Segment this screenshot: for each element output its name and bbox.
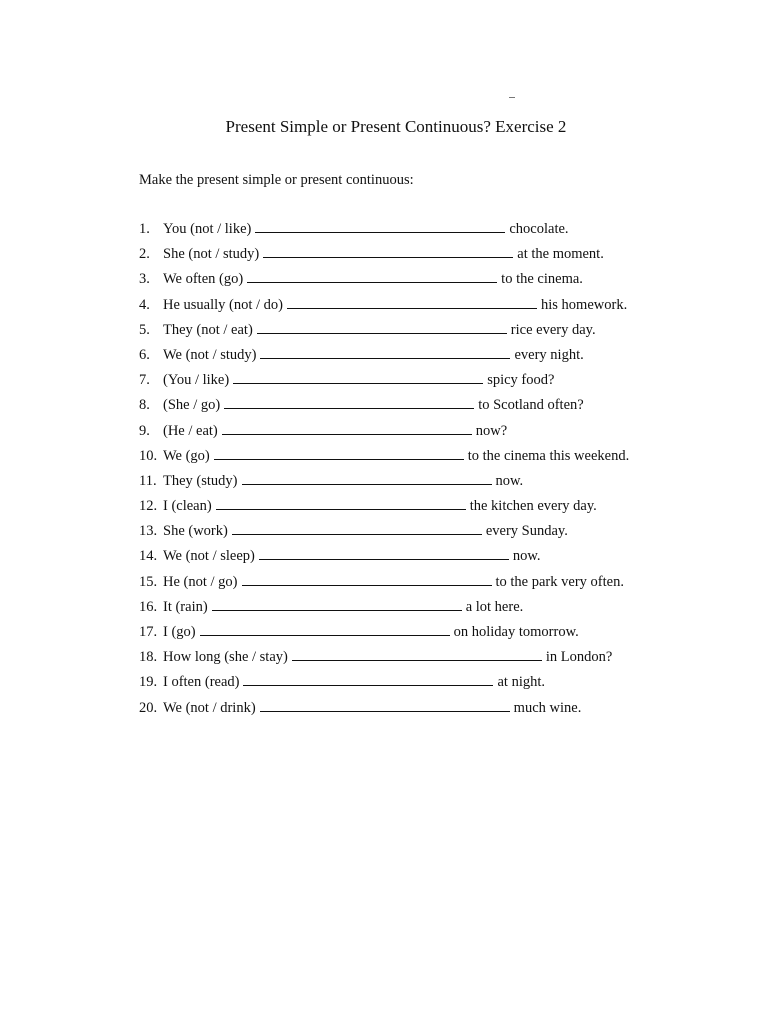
item-number: 19. [139, 674, 158, 691]
item-prompt: It (rain) [163, 598, 208, 615]
item-number: 18. [139, 649, 158, 666]
item-number: 5. [139, 321, 150, 338]
answer-blank[interactable] [260, 698, 510, 712]
item-ending: now. [512, 548, 541, 565]
scan-mark [509, 97, 515, 98]
answer-blank[interactable] [242, 471, 492, 485]
item-number: 20. [139, 699, 158, 716]
answer-blank[interactable] [216, 496, 466, 510]
answer-blank[interactable] [257, 320, 507, 334]
exercise-item [139, 370, 699, 395]
exercise-item [139, 219, 699, 244]
answer-blank[interactable] [255, 219, 505, 233]
answer-blank[interactable] [292, 647, 542, 661]
item-ending: chocolate. [509, 221, 569, 237]
exercise-item [139, 597, 699, 622]
item-prompt: We (not / drink) [163, 699, 256, 716]
item-prompt: (He / eat) [163, 422, 218, 439]
item-ending: to the park very often. [495, 573, 624, 590]
item-prompt: I (clean) [163, 498, 212, 515]
item-prompt: He usually (not / do) [163, 296, 284, 313]
exercise-item [139, 521, 699, 546]
item-ending: every Sunday. [485, 523, 568, 540]
exercise-item [139, 395, 699, 420]
item-number: 4. [139, 296, 150, 313]
answer-blank[interactable] [259, 546, 509, 560]
answer-blank[interactable] [287, 295, 537, 309]
item-prompt: I often (read) [163, 674, 240, 691]
exercise-item [139, 345, 699, 370]
item-number: 6. [139, 346, 150, 363]
answer-blank[interactable] [212, 597, 462, 611]
item-ending: every night. [514, 346, 584, 363]
answer-blank[interactable] [214, 446, 464, 460]
item-prompt: He (not / go) [163, 573, 238, 590]
exercise-item [139, 546, 699, 571]
item-ending: in London? [545, 649, 613, 666]
item-number: 13. [139, 523, 158, 540]
exercise-item [139, 446, 699, 471]
item-ending: now. [495, 472, 524, 489]
exercise-item [139, 269, 699, 294]
item-number: 15. [139, 573, 158, 590]
answer-blank[interactable] [247, 269, 497, 283]
item-prompt: How long (she / stay) [163, 649, 288, 666]
item-prompt: They (study) [163, 472, 238, 489]
worksheet-title: Present Simple or Present Continuous? Exercise 2 [225, 117, 567, 136]
item-number: 16. [139, 598, 158, 615]
item-prompt: I (go) [163, 624, 196, 640]
instruction-text: Make the present simple or present continuous: [139, 172, 414, 188]
item-prompt: (She / go) [163, 397, 221, 414]
exercise-item [139, 647, 699, 672]
answer-blank[interactable] [242, 572, 492, 586]
item-number: 10. [139, 447, 158, 464]
item-ending: a lot here. [465, 598, 524, 615]
item-ending: spicy food? [487, 372, 555, 389]
item-ending: rice every day. [510, 321, 596, 338]
item-number: 12. [139, 498, 158, 515]
item-ending: his homework. [541, 296, 628, 313]
exercise-item [139, 320, 699, 345]
item-number: 14. [139, 548, 158, 565]
item-prompt: She (work) [163, 523, 228, 540]
item-number: 1. [139, 221, 150, 237]
item-prompt: We often (go) [163, 271, 244, 288]
exercise-item [139, 421, 699, 446]
item-ending: the kitchen every day. [469, 498, 597, 515]
item-ending: now? [475, 422, 508, 439]
exercise-item [139, 572, 699, 597]
answer-blank[interactable] [243, 672, 493, 686]
exercise-item [139, 295, 699, 320]
item-prompt: She (not / study) [163, 246, 260, 263]
item-prompt: We (not / sleep) [163, 548, 255, 565]
answer-blank[interactable] [222, 421, 472, 435]
item-ending: much wine. [513, 699, 582, 716]
item-number: 8. [139, 397, 150, 414]
item-prompt: We (go) [163, 447, 210, 464]
item-prompt: You (not / like) [163, 221, 252, 237]
answer-blank[interactable] [232, 521, 482, 535]
exercise-item [139, 672, 699, 697]
item-number: 3. [139, 271, 150, 288]
exercise-item [139, 622, 699, 647]
item-number: 9. [139, 422, 150, 439]
exercise-item [139, 496, 699, 521]
answer-blank[interactable] [260, 345, 510, 359]
exercise-list [139, 219, 699, 723]
item-number: 2. [139, 246, 150, 263]
exercise-item [139, 471, 699, 496]
item-prompt: (You / like) [163, 372, 230, 389]
item-number: 11. [139, 472, 157, 489]
item-prompt: They (not / eat) [163, 321, 253, 338]
item-ending: on holiday tomorrow. [453, 624, 579, 640]
item-number: 7. [139, 372, 150, 389]
answer-blank[interactable] [200, 622, 450, 636]
item-ending: to Scotland often? [478, 397, 584, 414]
item-ending: at night. [497, 674, 546, 691]
answer-blank[interactable] [233, 370, 483, 384]
exercise-item [139, 244, 699, 269]
item-ending: to the cinema. [501, 271, 583, 288]
item-prompt: We (not / study) [163, 346, 257, 363]
exercise-item [139, 698, 699, 723]
item-number: 17. [139, 624, 158, 640]
item-ending: at the moment. [517, 246, 604, 263]
answer-blank[interactable] [263, 244, 513, 258]
answer-blank[interactable] [224, 395, 474, 409]
item-ending: to the cinema this weekend. [467, 447, 630, 464]
